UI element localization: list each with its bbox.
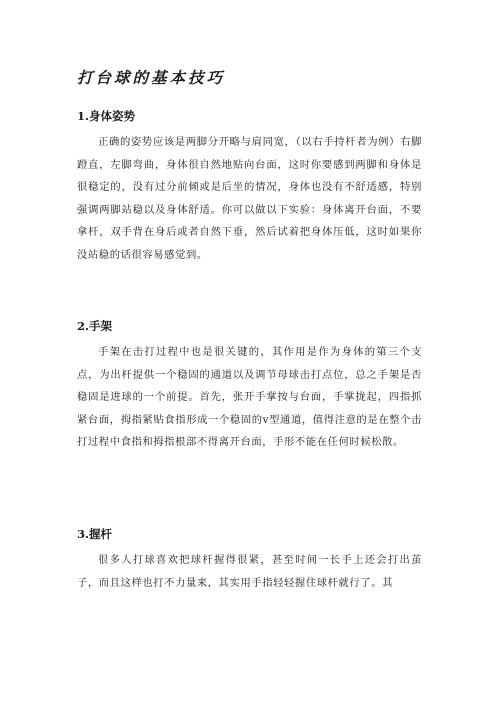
section-cue-grip: [77, 526, 422, 594]
section-body-posture: [77, 108, 422, 267]
document-title: 打台球的基本技巧: [77, 68, 226, 87]
section-heading: 3.握杆: [77, 527, 113, 541]
section-paragraph: 手架在击打过程中也是很关键的，其作用是作为身体的第三个支点，为出杆提供一个稳固的通道以及调节母球击打点位，总之手架是否稳固是进球的一个前提。首先，张开手掌按与台面，手掌拢起，四指抓紧台面，拇指紧贴食指形成一个稳固的v型通道，值得注意的是在整个击打过程中食指和拇指根部不得离开台面，手形不能在任何时候松散。: [77, 346, 422, 449]
section-paragraph: 很多人打球喜欢把球杆握得很紧，甚至时间一长手上还会打出茧子，而且这样也打不力量来，其实用手指轻轻握住球杆就行了。其: [77, 554, 422, 589]
section-hand-bridge: [77, 318, 422, 454]
section-paragraph: 正确的姿势应该是两脚分开略与肩同宽，（以右手持杆者为例）右脚蹬直，左脚弯曲，身体很自然地贴向台面，这时你要感到两脚和身体是很稳定的，没有过分前倾或是后坐的情况，身体也没有不舒适感，特别强调两脚站稳以及身体舒适。你可以做以下实验：身体离开台面，不要拿杆，双手背在身后或者自然下垂，然后试着把身体压低，这时如果你没站稳的话很容易感觉到。: [77, 136, 422, 261]
section-heading: 2.手架: [77, 319, 113, 333]
section-heading: 1.身体姿势: [77, 109, 136, 123]
